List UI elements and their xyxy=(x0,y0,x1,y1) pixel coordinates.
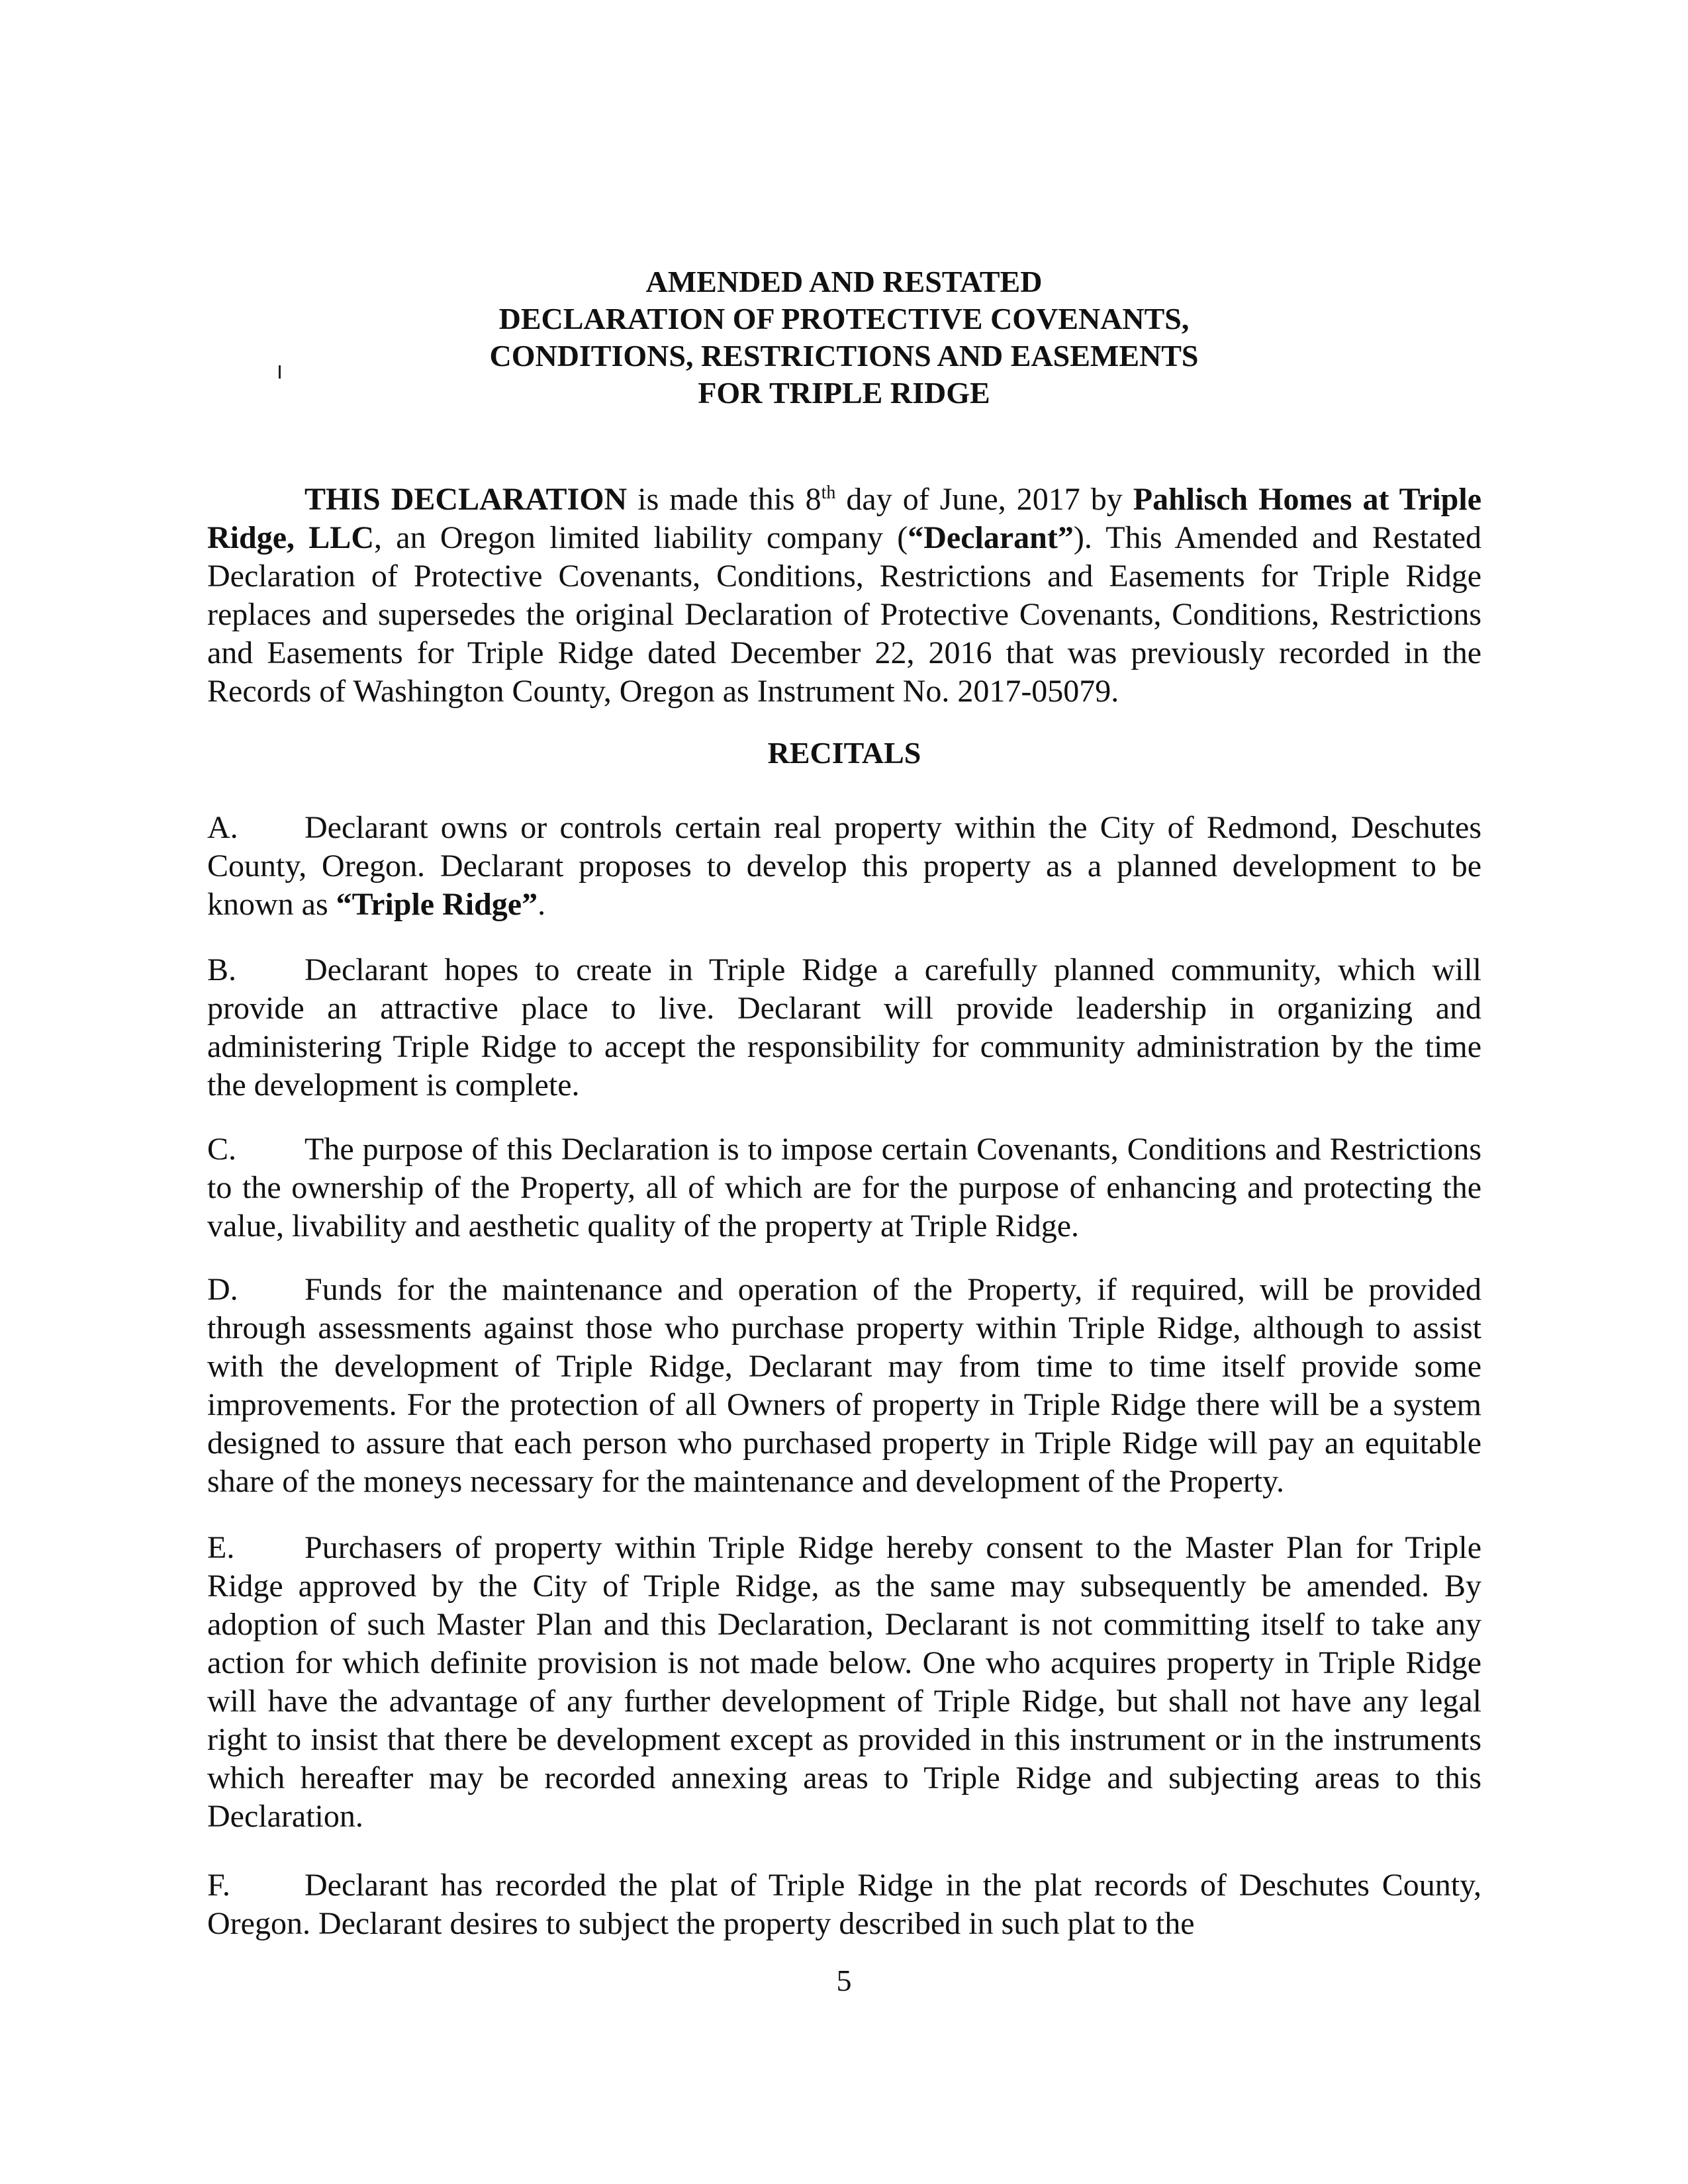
declaration-paragraph xyxy=(207,480,1481,719)
document-title xyxy=(397,263,1291,412)
recital-b-text: Declarant hopes to create in Triple Ridge a carefully planned community, which will provide an attractive place to live. Declarant will provide leadership in organizing and administering Triple Ridge to accept the responsibility for community administration by the time the development is complete. xyxy=(207,952,1481,1103)
recital-d-label: D. xyxy=(207,1272,238,1307)
declaration-bold: THIS DECLARATION xyxy=(305,482,628,517)
recital-e-text: Purchasers of property within Triple Ridge hereby consent to the Master Plan for Triple Ridge approved by the City of Triple Ridge, as the same may subsequently be amended. By adoption of such Master Plan and this Declaration, Declarant is not committing itself to take any action for which definite provision is not made below. One who acquires property in Triple Ridge will have the advantage of any further development of Triple Ridge, but shall not have any legal right to insist that there be development except as provided in this instrument or in the instruments which hereafter may be recorded annexing areas to Triple Ridge and subjecting areas to this Declaration. xyxy=(207,1530,1481,1834)
page-number: 5 xyxy=(836,1964,852,1997)
title-line-3: CONDITIONS, RESTRICTIONS AND EASEMENTS xyxy=(489,339,1199,373)
declarant-term: “Declarant” xyxy=(908,520,1074,555)
recital-c-text: The purpose of this Declaration is to impose certain Covenants, Conditions and Restrictions to the ownership of the Property, all of which are for the purpose of enhancing and protecting the value, livability and aesthetic quality of the property at Triple Ridge. xyxy=(207,1132,1481,1244)
recital-e xyxy=(207,1529,1481,1836)
scan-mark xyxy=(279,365,281,379)
recitals-heading: RECITALS xyxy=(767,736,921,770)
declaration-text-3: , an Oregon limited liability company ( xyxy=(374,520,908,555)
title-line-2: DECLARATION OF PROTECTIVE COVENANTS, xyxy=(498,302,1190,336)
recital-c-label: C. xyxy=(207,1132,237,1167)
recital-f xyxy=(207,1866,1481,1943)
recital-a xyxy=(207,809,1481,924)
recital-b-label: B. xyxy=(207,952,237,987)
recital-a-text-2: . xyxy=(538,887,546,922)
title-line-4: FOR TRIPLE RIDGE xyxy=(698,376,990,410)
recital-d xyxy=(207,1271,1481,1501)
recital-b xyxy=(207,951,1481,1105)
recital-a-label: A. xyxy=(207,810,238,845)
recital-f-label: F. xyxy=(207,1868,230,1903)
company-name: Pahlisch Homes at Triple Ridge, LLC xyxy=(207,482,1482,555)
ordinal-suffix: th xyxy=(821,482,836,503)
recital-a-bold: “Triple Ridge” xyxy=(336,887,538,922)
declaration-text-2: day of June, 2017 by xyxy=(835,482,1133,517)
title-line-1: AMENDED AND RESTATED xyxy=(645,265,1043,298)
declaration-text-4: ). This Amended and Restated Declaration of Protective Covenants, Conditions, Restrictions and Easements for Triple Ridge replaces and supersedes the original Declaration of Protective Covenants, Conditions, Restrictions and Easements for Triple Ridge dated December 22, 2016 that was previously recorded in the Records of Washington County, Oregon as Instrument No. 2017-05079. xyxy=(207,520,1482,709)
recital-f-text: Declarant has recorded the plat of Triple Ridge in the plat records of Deschutes County, Oregon. Declarant desires to subject the property described in such plat to the xyxy=(207,1868,1481,1941)
recital-a-text-1: Declarant owns or controls certain real property within the City of Redmond, Deschutes County, Oregon. Declarant proposes to develop this property as a planned development to be known as xyxy=(207,810,1481,922)
recital-c xyxy=(207,1130,1481,1246)
recital-d-text: Funds for the maintenance and operation of the Property, if required, will be provided through assessments against those who purchase property within Triple Ridge, although to assist with the development of Triple Ridge, Declarant may from time to time itself provide some improvements. For the protection of all Owners of property in Triple Ridge there will be a system designed to assure that each person who purchased property in Triple Ridge will pay an equitable share of the moneys necessary for the maintenance and development of the Property. xyxy=(207,1272,1481,1499)
declaration-text-1: is made this 8 xyxy=(627,482,821,517)
recital-e-label: E. xyxy=(207,1530,235,1565)
